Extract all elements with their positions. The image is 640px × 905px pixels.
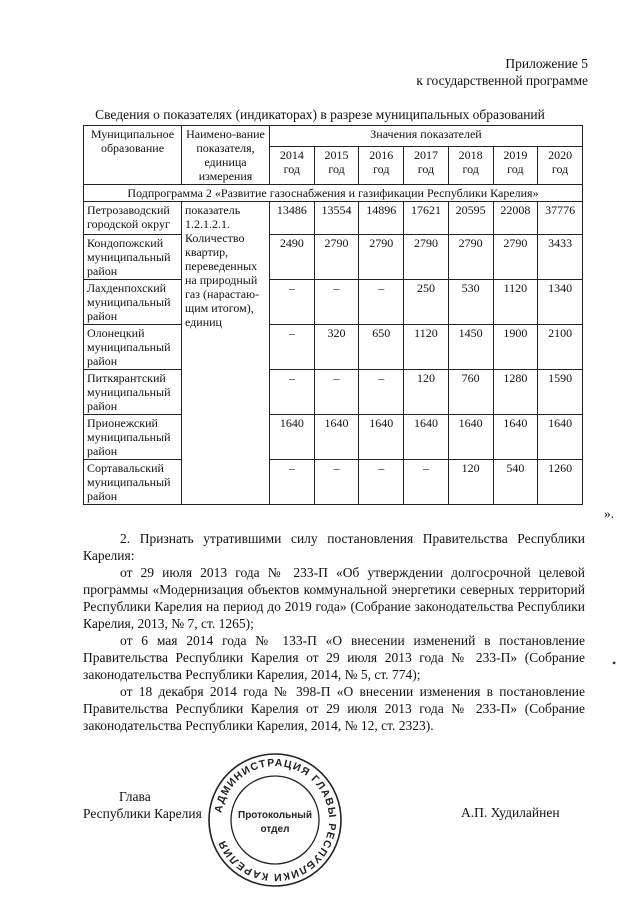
- municipality-cell: Питкярантский муниципальный район: [84, 370, 182, 415]
- table-row: [84, 325, 583, 370]
- municipality-cell: Кондопожский муниципальный район: [84, 235, 182, 280]
- closing-quote: ».: [604, 506, 615, 521]
- indicator-cell: показатель 1.2.1.2.1. Количество квартир, переведенных на природный газ (нарастаю-щим итогом), единиц: [182, 202, 270, 505]
- value-cell: 1340: [538, 280, 583, 325]
- table-row: [84, 235, 583, 280]
- appendix-line-2: к государственной программе: [416, 73, 588, 88]
- value-cell: 1640: [270, 415, 315, 460]
- value-cell: 37776: [538, 202, 583, 235]
- value-cell: 1640: [359, 415, 404, 460]
- header-municipality: Муниципальное образование: [84, 126, 182, 185]
- year-header: 2016 год: [359, 146, 404, 184]
- municipality-cell: Олонецкий муниципальный район: [84, 325, 182, 370]
- value-cell: 1900: [493, 325, 538, 370]
- value-cell: 1120: [404, 325, 449, 370]
- value-cell: –: [314, 370, 359, 415]
- table-row: [84, 415, 583, 460]
- value-cell: –: [359, 370, 404, 415]
- municipality-cell: Прионежский муниципальный район: [84, 415, 182, 460]
- year-header: 2019 год: [493, 146, 538, 184]
- value-cell: 13554: [314, 202, 359, 235]
- municipality-cell: Лахденпохский муниципальный район: [84, 280, 182, 325]
- value-cell: 1590: [538, 370, 583, 415]
- paragraph-decree-1: от 29 июля 2013 года № 233-П «Об утверждении долгосрочной целевой программы «Модернизация объектов коммунальной энергетики северных территорий Республики Карелия на период до 2019 года» (Собрание законодательства Республики Карелия, 2013, № 7, ст. 1265);: [83, 565, 585, 631]
- value-cell: 14896: [359, 202, 404, 235]
- year-header: 2018 год: [448, 146, 493, 184]
- table-row: [84, 460, 583, 505]
- year-header: 2017 год: [404, 146, 449, 184]
- stamp-ring-text: АДМИНИСТРАЦИЯ ГЛАВЫ РЕСПУБЛИКИ КАРЕЛИЯ: [212, 756, 339, 884]
- value-cell: 13486: [270, 202, 315, 235]
- value-cell: –: [314, 280, 359, 325]
- value-cell: 20595: [448, 202, 493, 235]
- paragraph-decree-2: от 6 мая 2014 года № 133-П «О внесении изменений в постановление Правительства Республики Карелия от 29 июля 2013 года № 233-П» (Собрание законодательства Республики Карелия, 2014, № 5, ст. 774);: [83, 633, 585, 682]
- value-cell: 540: [493, 460, 538, 505]
- value-cell: 250: [404, 280, 449, 325]
- value-cell: 1640: [404, 415, 449, 460]
- appendix-line-1: Приложение 5: [505, 56, 588, 71]
- value-cell: 1260: [538, 460, 583, 505]
- signature-title: [83, 788, 202, 822]
- value-cell: 1280: [493, 370, 538, 415]
- signature-title-line-1: Глава: [119, 789, 151, 804]
- value-cell: –: [270, 280, 315, 325]
- value-cell: –: [359, 280, 404, 325]
- value-cell: 1640: [538, 415, 583, 460]
- table-row: [84, 370, 583, 415]
- value-cell: 22008: [493, 202, 538, 235]
- stamp-center-line-1: Протокольный: [238, 810, 312, 821]
- value-cell: 2790: [404, 235, 449, 280]
- body-text: [83, 530, 585, 734]
- value-cell: 120: [448, 460, 493, 505]
- margin-mark-icon: •: [612, 656, 617, 670]
- official-stamp-icon: [207, 752, 343, 888]
- municipality-cell: Сортавальский муниципальный район: [84, 460, 182, 505]
- indicators-table: [83, 125, 583, 505]
- value-cell: 2100: [538, 325, 583, 370]
- value-cell: 17621: [404, 202, 449, 235]
- paragraph-decree-3: от 18 декабря 2014 года № 398-П «О внесении изменения в постановление Правительства Республики Карелия от 29 июля 2013 года № 233-П» (Собрание законодательства Республики Карелия, 2014, № 12, ст. 2323).: [83, 684, 585, 733]
- value-cell: 2490: [270, 235, 315, 280]
- value-cell: –: [270, 370, 315, 415]
- value-cell: –: [270, 325, 315, 370]
- value-cell: 2790: [314, 235, 359, 280]
- header-indicator: Наимено-вание показателя, единица измерения: [182, 126, 270, 185]
- value-cell: –: [359, 460, 404, 505]
- signatory-name: А.П. Худилайнен: [461, 805, 560, 820]
- value-cell: 530: [448, 280, 493, 325]
- value-cell: 1640: [314, 415, 359, 460]
- value-cell: 1450: [448, 325, 493, 370]
- table-title: Сведения о показателях (индикаторах) в разрезе муниципальных образований: [95, 107, 545, 122]
- value-cell: –: [404, 460, 449, 505]
- value-cell: 120: [404, 370, 449, 415]
- header-values: Значения показателей: [270, 126, 583, 147]
- appendix-heading: [416, 55, 588, 89]
- value-cell: 1640: [493, 415, 538, 460]
- value-cell: 2790: [448, 235, 493, 280]
- year-header: 2014 год: [270, 146, 315, 184]
- table-row: [84, 202, 583, 235]
- subprogram-row: Подпрограмма 2 «Развитие газоснабжения и газификации Республики Карелия»: [84, 185, 583, 202]
- stamp-center-line-2: отдел: [260, 824, 290, 835]
- value-cell: 650: [359, 325, 404, 370]
- table-row: [84, 280, 583, 325]
- value-cell: 760: [448, 370, 493, 415]
- year-header: 2015 год: [314, 146, 359, 184]
- value-cell: 320: [314, 325, 359, 370]
- value-cell: 1120: [493, 280, 538, 325]
- value-cell: 2790: [493, 235, 538, 280]
- value-cell: 2790: [359, 235, 404, 280]
- paragraph-repeal: 2. Признать утратившими силу постановления Правительства Республики Карелия:: [83, 531, 585, 563]
- municipality-cell: Петрозаводский городской округ: [84, 202, 182, 235]
- value-cell: –: [270, 460, 315, 505]
- value-cell: 1640: [448, 415, 493, 460]
- signature-title-line-2: Республики Карелия: [83, 806, 202, 821]
- year-header: 2020 год: [538, 146, 583, 184]
- value-cell: –: [314, 460, 359, 505]
- value-cell: 3433: [538, 235, 583, 280]
